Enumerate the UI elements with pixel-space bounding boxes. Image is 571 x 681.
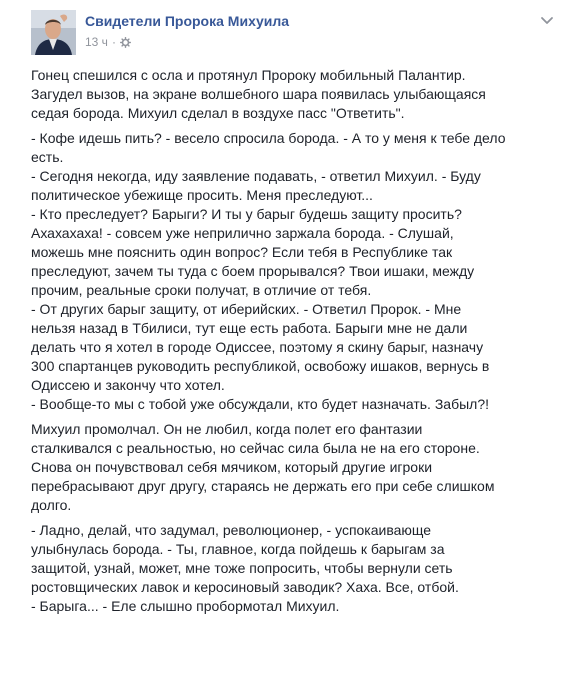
avatar[interactable]	[31, 10, 76, 55]
meta-separator: ·	[111, 35, 116, 49]
post-meta	[85, 35, 131, 49]
post-paragraph: Гонец спешился с осла и протянул Пророку мобильный Палантир. Загудел вызов, на экране волшебного шара появилась улыбающаяся седая борода. Михуил сделал в воздухе пасс "Ответить".	[31, 67, 486, 121]
post-paragraph: Михуил промолчал. Он не любил, когда полет его фантазии сталкивался с реальностью, но сейчас сила была не на его стороне. Снова он почувствовал себя мячиком, который другие игроки перебрасывают друг другу, стараясь не держать его при себе слишком долго.	[31, 421, 495, 513]
avatar-image	[31, 10, 76, 55]
post-body	[31, 66, 561, 622]
page-name-link[interactable]: Свидетели Пророка Михуила	[85, 13, 290, 29]
post-paragraph: - Ладно, делай, что задумал, революционер, - успокаивающе улыбнулась борода. - Ты, главное, когда пойдешь к барыгам за защитой, узнай, может, мне тоже попросить, чтобы вернули сеть ростовщических лавок и керосиновый заводик? Хаха. Все, отбой. - Барыга... - Еле слышно пробормотал Михуил.	[31, 522, 459, 614]
timestamp[interactable]: 13 ч	[85, 35, 108, 49]
chevron-down-icon[interactable]	[539, 12, 555, 28]
gear-icon[interactable]	[120, 37, 131, 48]
post-paragraph: - Кофе идешь пить? - весело спросила борода. - А то у меня к тебе дело есть. - Сегодня некогда, иду заявление подавать, - ответил Михуил. - Буду политическое убежище просить. Меня преследуют... - Кто преследует? Барыги? И ты у барыг будешь защиту просить? Ахахахаха! - совсем уже неприлично заржала борода. - Слушай, можешь мне пояснить один вопрос? Если тебя в Республике так преследуют, зачем ты туда с боем прорывался? Твои ишаки, между прочим, реальные сроки получат, в отличие от тебя. - От других барыг защиту, от иберийских. - Ответил Пророк. - Мне нельзя назад в Тбилиси, тут еще есть работа. Барыги мне не дали делать что я хотел в городе Одиссее, поэтому я скину барыг, назначу 300 спартанцев руководить республикой, освобожу ишаков, вернусь в Одиссею и закончу что хотел. - Вообще-то мы с тобой уже обсуждали, кто будет назначать. Забыл?!	[31, 130, 506, 412]
post-header	[31, 10, 559, 56]
